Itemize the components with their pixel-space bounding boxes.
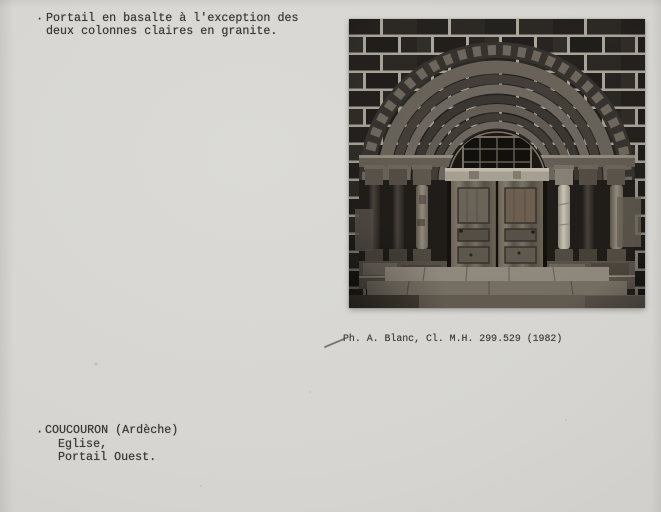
photo-corner-shadow bbox=[349, 168, 499, 308]
bottom-caption-place: COUCOURON (Ardèche) bbox=[45, 423, 179, 437]
top-caption-line: Portail en basalte à l'exception des bbox=[46, 11, 299, 25]
photograph-church-portal bbox=[349, 19, 645, 308]
bottom-caption-subject: Portail Ouest. bbox=[58, 450, 157, 464]
top-caption-bullet: · bbox=[36, 12, 44, 26]
photo-canvas bbox=[349, 19, 645, 308]
bottom-caption-building: Eglise, bbox=[58, 437, 108, 451]
top-caption-line: deux colonnes claires en granite. bbox=[46, 24, 278, 38]
photo-credit: Ph. A. Blanc, Cl. M.H. 299.529 (1982) bbox=[343, 333, 563, 344]
bottom-caption-bullet: · bbox=[36, 425, 44, 439]
